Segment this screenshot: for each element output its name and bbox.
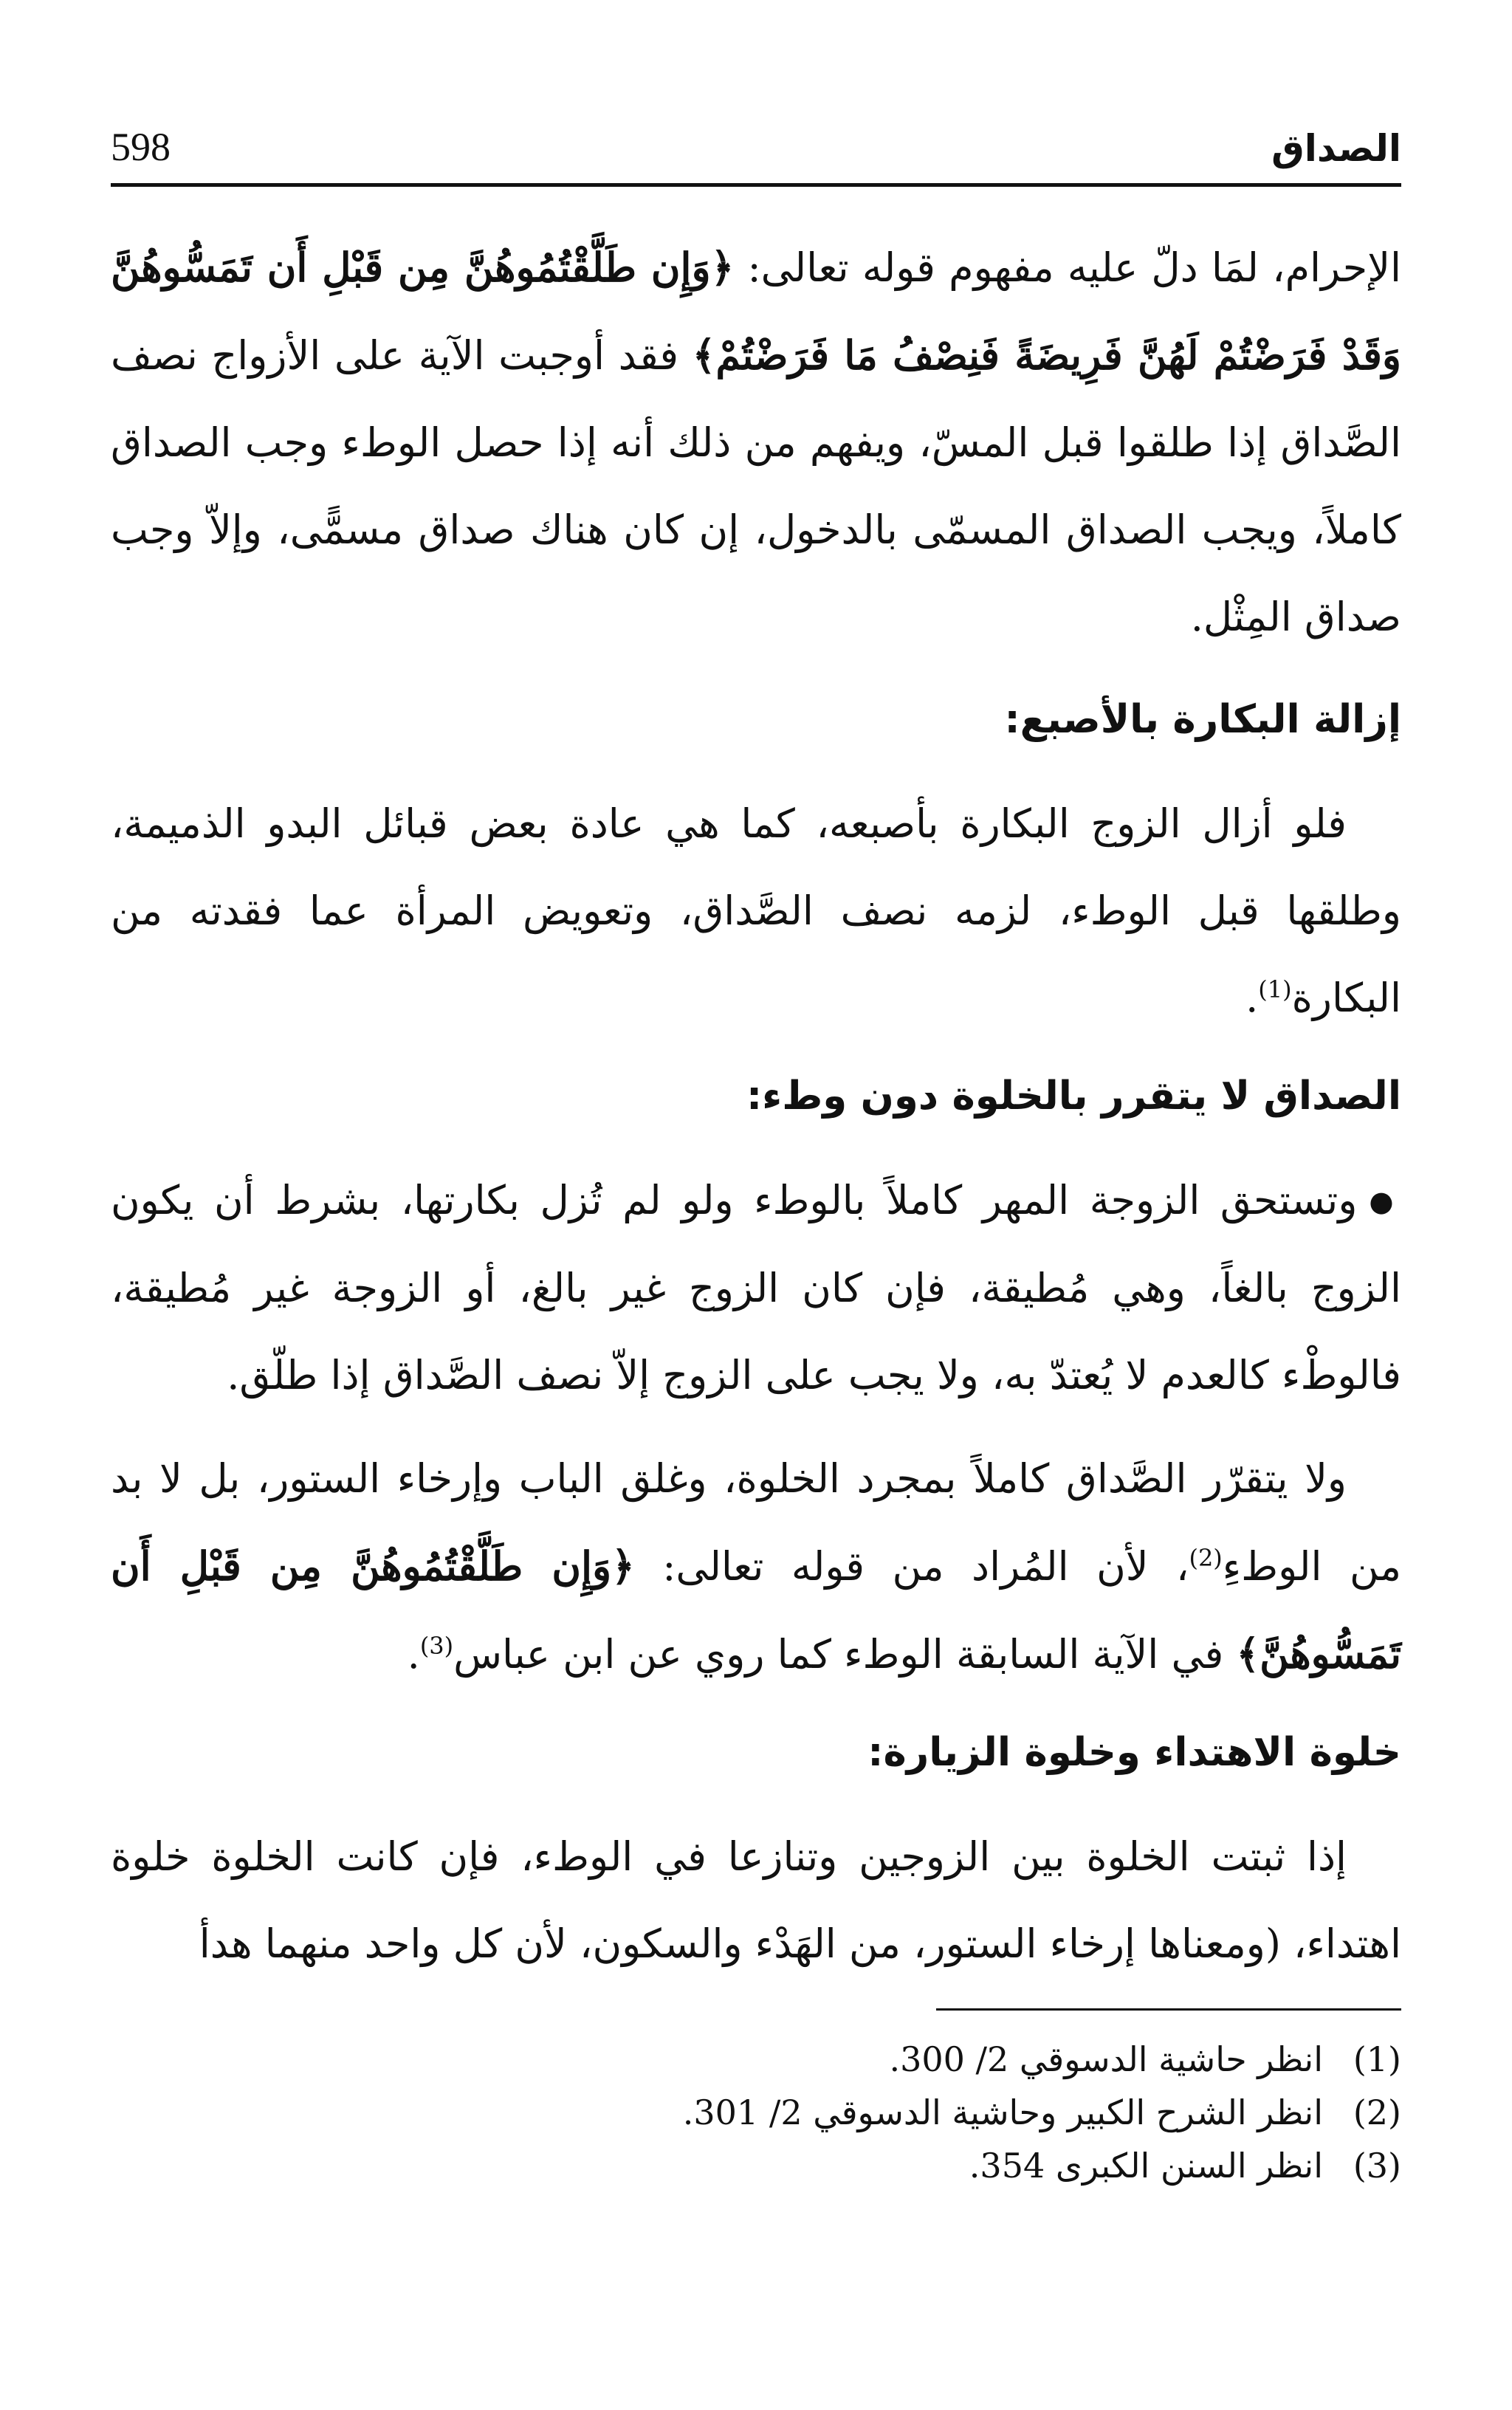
- sentence-end: .: [1245, 975, 1259, 1021]
- footnote-reference[interactable]: (2): [1189, 1544, 1223, 1572]
- footnote-item: [111, 2086, 1401, 2139]
- chapter-title: الصداق: [1271, 127, 1401, 170]
- footnote-reference[interactable]: (3): [419, 1632, 454, 1660]
- footnotes-list: [111, 2033, 1401, 2192]
- quran-quote: ﴿وَإِن طَلَّقْتُمُوهُنَّ مِن قَبْلِ أَن تَمَسُّوهُنَّ وَقَدْ فَرَضْتُمْ لَهُنَّ فَرِيضَةً فَنِصْفُ مَا فَرَضْتُمْ﴾: [111, 244, 1401, 379]
- footnote-text: انظر حاشية الدسوقي 2/ 300.: [889, 2039, 1323, 2079]
- paragraph-text: ، لأن المُراد من قوله تعالى:: [634, 1543, 1189, 1590]
- footnote-text: انظر الشرح الكبير وحاشية الدسوقي 2/ 301.: [682, 2093, 1323, 2132]
- section-paragraph-maturity: [111, 1157, 1401, 1419]
- intro-text-start: الإحرام، لمَا دلّ عليه مفهوم قوله تعالى:: [734, 244, 1401, 291]
- paragraph-text: ولا يتقرّر الصَّداق كاملاً بمجرد الخلوة، وغلق الباب وإرخاء الستور، بل لا بد من الوطءِ: [111, 1455, 1401, 1590]
- section-heading-seclusion: الصداق لا يتقرر بالخلوة دون وطء:: [746, 1074, 1401, 1119]
- footnote-number: (2): [1353, 2093, 1401, 2132]
- footnote-number: (3): [1353, 2146, 1401, 2186]
- footnote-text: انظر السنن الكبرى 354.: [969, 2146, 1323, 2186]
- intro-text-end: فقد أوجبت الآية على الأزواج نصف الصَّداق إذا طلقوا قبل المسّ، ويفهم من ذلك أنه إذا حصل الوطء وجب الصداق كاملاً، ويجب الصداق المسمّى بالدخول، إن كان هناك صداق مسمًّى، وإلاّ وجب صداق المِثْل.: [111, 332, 1401, 640]
- sentence-end: .: [407, 1631, 420, 1678]
- section-paragraph-consummation: [111, 1435, 1401, 1698]
- intro-paragraph: [111, 224, 1401, 661]
- section-heading-hymen: إزالة البكارة بالأصبع:: [1004, 697, 1401, 742]
- footnote-number: (1): [1353, 2039, 1401, 2079]
- section-paragraph-visit: إذا ثبتت الخلوة بين الزوجين وتنازعا في الوطء، فإن كانت الخلوة خلوة اهتداء، (ومعناها إرخاء الستور، من الهَدْء والسكون، لأن كل واحد منهما هدأ: [111, 1833, 1401, 1967]
- section-heading-visit: خلوة الاهتداء وخلوة الزيارة:: [867, 1730, 1401, 1775]
- footnote-reference[interactable]: (1): [1258, 975, 1292, 1003]
- paragraph-text: وتستحق الزوجة المهر كاملاً بالوطء ولو لم تُزل بكارتها، بشرط أن يكون الزوج بالغاً، وهي مُطيقة، فإن كان الزوج غير بالغ، أو الزوجة غير مُطيقة، فالوطْء كالعدم لا يُعتدّ به، ولا يجب على الزوج إلاّ نصف الصَّداق إذا طلّق.: [111, 1177, 1401, 1398]
- footnote-item: [111, 2139, 1401, 2192]
- running-header: [111, 111, 1401, 187]
- page-number: 598: [111, 125, 171, 169]
- bullet-icon: ●: [1369, 1185, 1401, 1218]
- section-paragraph-hymen: [111, 780, 1401, 1042]
- footnote-item: [111, 2033, 1401, 2086]
- footnote-divider: [936, 2008, 1401, 2011]
- paragraph-text: فلو أزال الزوج البكارة بأصبعه، كما هي عادة بعض قبائل البدو الذميمة، وطلقها قبل الوطء، لزمه نصف الصَّداق، وتعويض المرأة عما فقدته من البكارة: [111, 800, 1401, 1021]
- quran-quote: ﴿وَإِن طَلَّقْتُمُوهُنَّ مِن قَبْلِ أَن تَمَسُّوهُنَّ﴾: [111, 1542, 1401, 1678]
- paragraph-text: في الآية السابقة الوطء كما روي عن ابن عباس: [453, 1631, 1237, 1678]
